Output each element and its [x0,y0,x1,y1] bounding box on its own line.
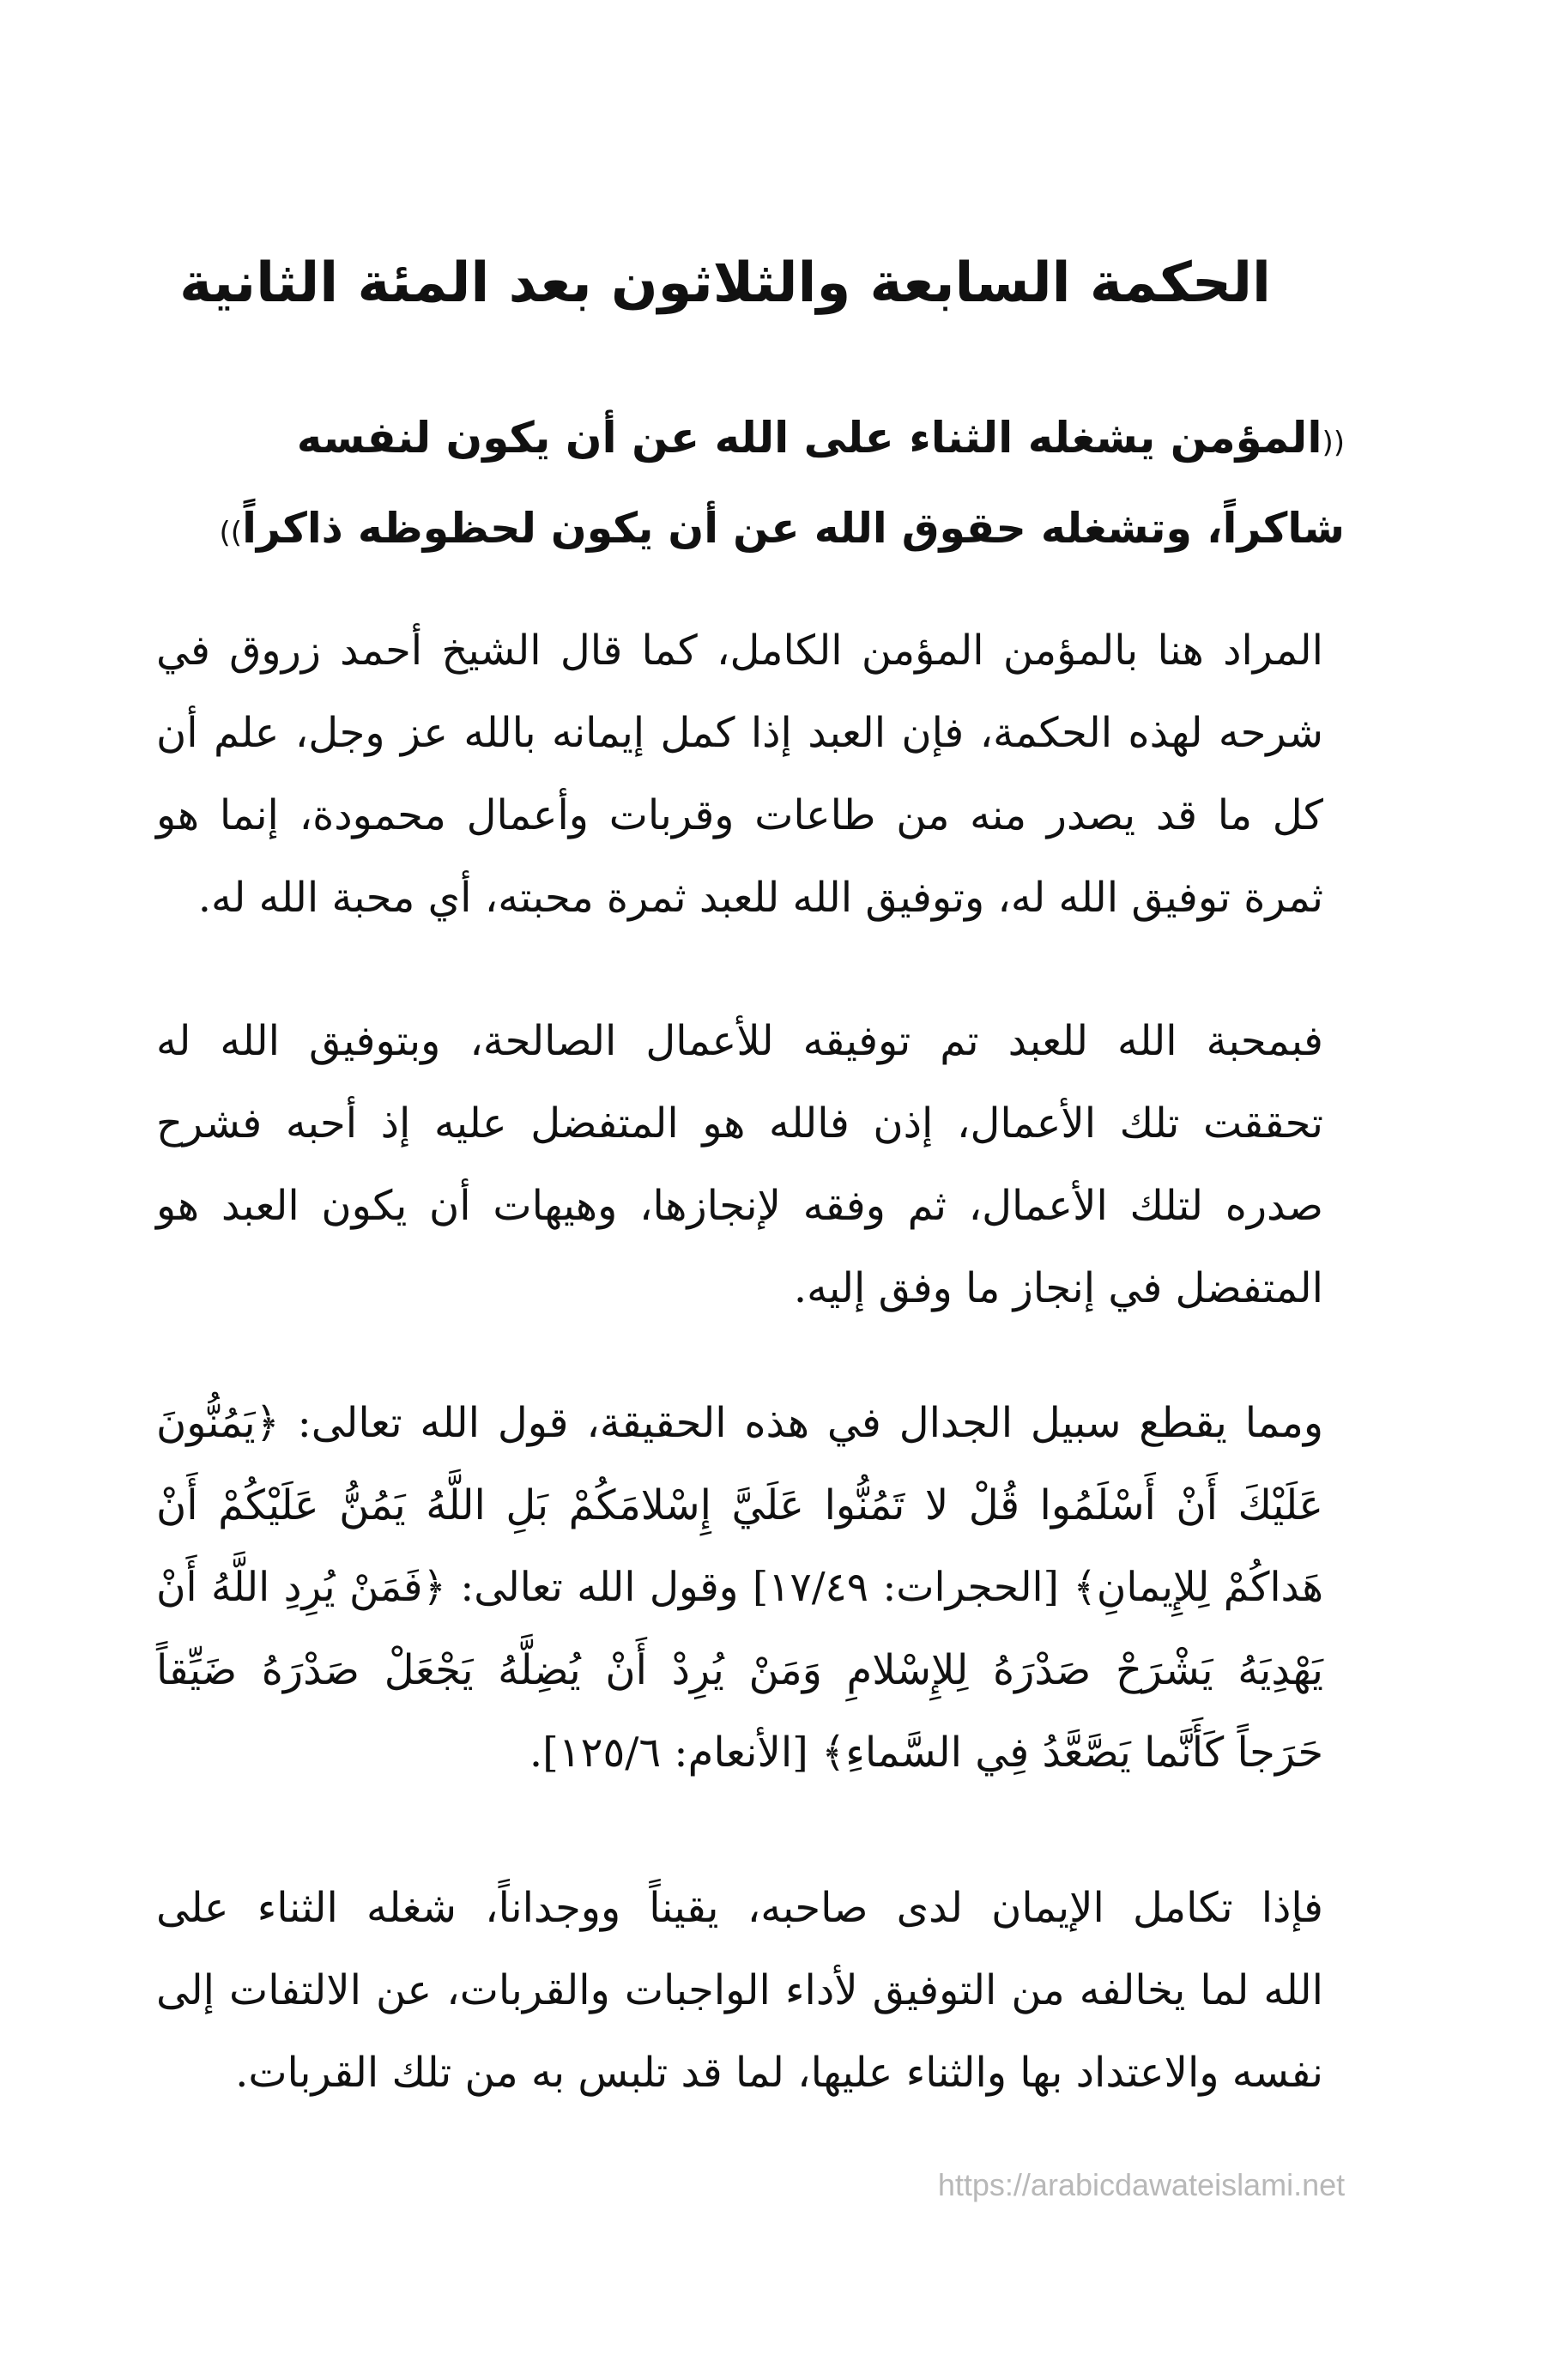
paragraph-line: شرحه لهذه الحكمة، فإن العبد إذا كمل إيمانه بالله عز وجل، علم أن [156,709,1323,757]
paragraph-line: ومما يقطع سبيل الجدال في هذه الحقيقة، قول الله تعالى: ﴿يَمُنُّونَ [156,1399,1323,1447]
paragraph-line: يَهْدِيَهُ يَشْرَحْ صَدْرَهُ لِلإِسْلامِ وَمَنْ يُرِدْ أَنْ يُضِلَّهُ يَجْعَلْ صَدْرَهُ ضَيِّقاً [156,1646,1323,1694]
paragraph-line: المراد هنا بالمؤمن المؤمن الكامل، كما قال الشيخ أحمد زروق في [156,627,1323,675]
paragraph-line: حَرَجاً كَأَنَّما يَصَّعَّدُ فِي السَّماءِ﴾ [الأنعام: ١٢٥/٦]. [529,1729,1323,1777]
paragraph-1 [156,609,1323,939]
paragraph-line: تحققت تلك الأعمال، إذن فالله هو المتفضل عليه إذ أحبه فشرح [156,1099,1323,1148]
paragraph-line: ثمرة توفيق الله له، وتوفيق الله للعبد ثمرة محبته، أي محبة الله له. [197,874,1323,922]
quote-line-1 [212,395,1345,486]
paragraph-line: المتفضل في إنجاز ما وفق إليه. [793,1264,1323,1312]
paragraph-line: فبمحبة الله للعبد تم توفيقه للأعمال الصالحة، وبتوفيق الله له [156,1017,1323,1065]
paragraph-line: عَلَيْكَ أَنْ أَسْلَمُوا قُلْ لا تَمُنُّوا عَلَيَّ إِسْلامَكُمْ بَلِ اللَّهُ يَمُنُّ عَلَيْكُمْ أَنْ [156,1481,1323,1529]
paragraph-line: كل ما قد يصدر منه من طاعات وقربات وأعمال محمودة، إنما هو [156,791,1323,839]
paragraph-line: نفسه والاعتداد بها والثناء عليها، لما قد تلبس به من تلك القربات. [235,2049,1323,2097]
paragraph-3 [156,1382,1323,1794]
paragraph-line: الله لما يخالفه من التوفيق لأداء الواجبات والقربات، عن الالتفات إلى [156,1966,1323,2014]
wisdom-quote [212,395,1345,576]
quote-text-2: شاكراً، وتشغله حقوق الله عن أن يكون لحظوظه ذاكراً [242,504,1345,553]
website-watermark: https://arabicdawateislami.net [937,2167,1346,2202]
quote-text-1: المؤمن يشغله الثناء على الله عن أن يكون لنفسه [296,413,1322,463]
page-title: الحكمة السابعة والثلاثون بعد المئة الثانية [179,251,1271,315]
quote-open-mark: (( [1322,426,1345,460]
paragraph-2 [156,1000,1323,1329]
quote-close-mark: )) [219,516,243,550]
paragraph-line: هَداكُمْ لِلإِيمانِ﴾ [الحجرات: ١٧/٤٩] وقول الله تعالى: ﴿فَمَنْ يُرِدِ اللَّهُ أَنْ [156,1564,1323,1611]
quote-line-2 [212,486,1345,576]
paragraph-line: فإذا تكامل الإيمان لدى صاحبه، يقيناً ووجداناً، شغله الثناء على [156,1884,1323,1932]
paragraph-line: صدره لتلك الأعمال، ثم وفقه لإنجازها، وهيهات أن يكون العبد هو [156,1182,1323,1230]
paragraph-4 [156,1867,1323,2114]
